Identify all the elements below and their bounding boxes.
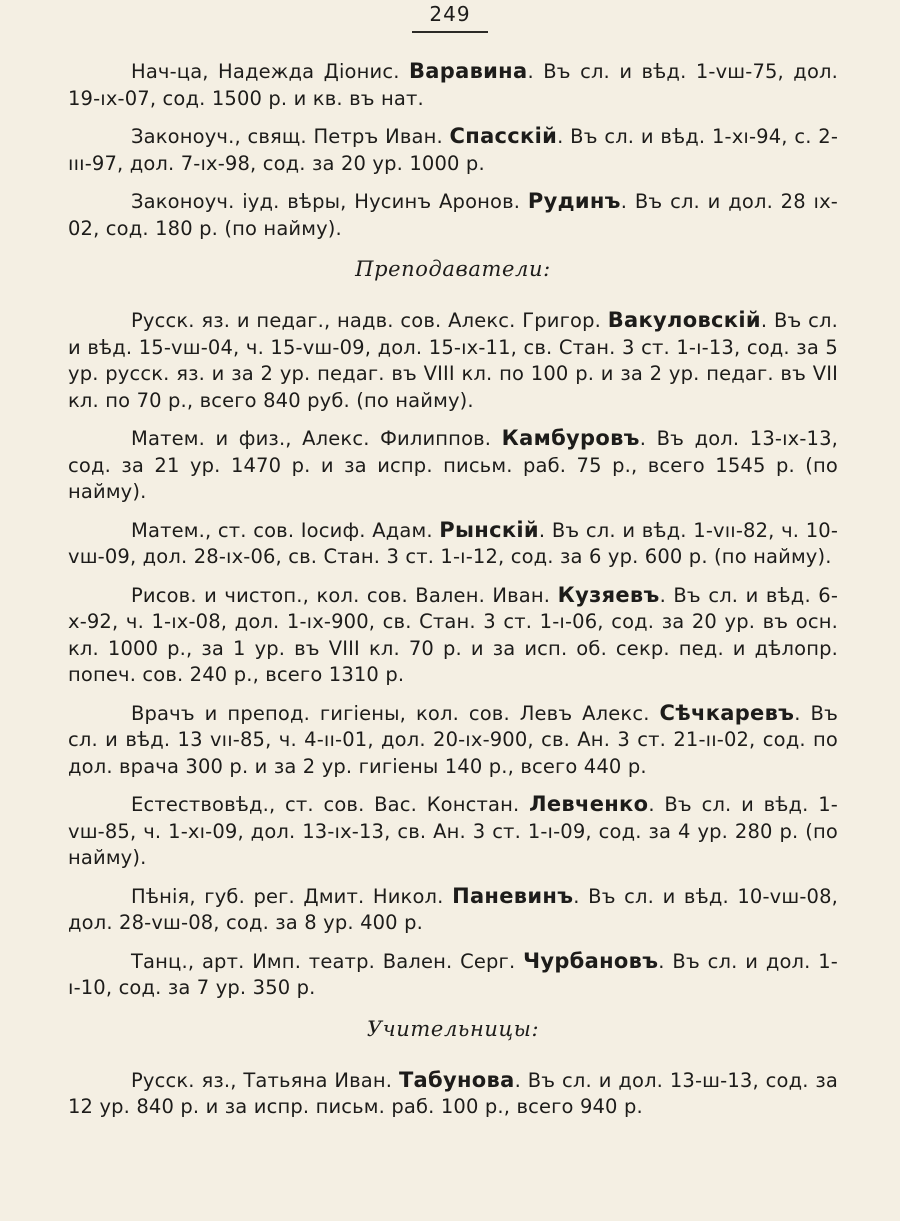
entry-details: . Въ сл. и вѣд. 1-xı-94, с. 2-ııı-97, дол. 7-ıx-98, сод. за 20 ур. 1000 р. [68, 125, 839, 175]
entry-surname: Чурбановъ [523, 948, 659, 973]
entry-surname: Левченко [529, 792, 649, 816]
entry-head-of-school [68, 58, 838, 112]
page-number: 249 [429, 2, 471, 26]
entry-text: Матем., ст. сов. Іосиф. Адам. [131, 518, 440, 542]
entry-text: Врачъ и препод. гигіены, кол. сов. Левъ Алекс. [131, 701, 660, 725]
entry-text: Законоуч., свящ. Петръ Иван. [131, 125, 450, 148]
entry-details: . Въ сл. и вѣд. 1-vш-75, дол. 19-ıx-07, сод. 1500 р. и кв. въ нат. [68, 60, 838, 110]
section-heading-teachers: Преподаватели: [355, 257, 551, 281]
entry-surname: Камбуровъ [501, 426, 640, 450]
entry-surname: Рынскій [439, 517, 539, 542]
entry-details: . Въ сл. и вѣд. 13 vıı-85, ч. 4-ıı-01, дол. 20-ıx-900, св. Ан. 3 ст. 21-ıı-02, сод. по дол. врача 300 р. и за 2 ур. гигіены 140 р., всего 440 р. [68, 701, 838, 778]
teacher-entry [68, 425, 838, 506]
page-body [68, 58, 838, 1132]
entry-jewish-law-teacher [68, 188, 838, 242]
entry-surname: Спасскій [449, 124, 558, 148]
teacher-entry [68, 307, 838, 414]
entry-surname: Кузяевъ [557, 582, 660, 607]
entry-details: . Въ сл. и вѣд. 1-vш-85, ч. 1-xı-09, дол. 13-ıx-13, св. Ан. 3 ст. 1-ı-09, сод. за 4 ур. 280 р. (по найму). [68, 793, 838, 869]
entry-text: Русск. яз., Татьяна Иван. [131, 1068, 399, 1092]
teacher-entry [68, 517, 838, 571]
section-heading-female-teachers: Учительницы: [366, 1016, 540, 1041]
entry-text: Законоуч. іуд. вѣры, Нусинъ Аронов. [131, 190, 528, 213]
entry-details: . Въ сл. и дол. 13-ш-13, сод. за 12 ур. 840 р. и за испр. письм. раб. 100 р., всего 940 р. [68, 1068, 838, 1118]
entry-surname: Сѣчкаревъ [659, 700, 795, 725]
entry-text: Матем. и физ., Алекс. Филиппов. [131, 427, 502, 450]
entry-law-teacher [68, 123, 838, 177]
entry-text: Естествовѣд., ст. сов. Вас. Констан. [131, 793, 530, 816]
entry-details: . Въ сл. и дол. 1-ı-10, сод. за 7 ур. 350 р. [68, 949, 838, 999]
entry-surname: Рудинъ [527, 189, 621, 213]
entry-text: Танц., арт. Имп. театр. Вален. Серг. [131, 949, 524, 973]
entry-surname: Варавина [408, 59, 528, 83]
entry-surname: Вакуловскій [607, 308, 761, 332]
entry-details: . Въ сл. и дол. 28 ıx-02, сод. 180 р. (по найму). [68, 190, 838, 240]
entry-text: Русск. яз. и педаг., надв. сов. Алекс. Григор. [131, 309, 608, 332]
entry-surname: Табунова [398, 1067, 515, 1092]
entry-details: . Въ сл. и вѣд. 6-x-92, ч. 1-ıx-08, дол. 1-ıx-900, св. Стан. 3 ст. 1-ı-06, сод. за 20 ур. въ осн. кл. 1000 р., за 1 ур. въ VIII кл. 70 р. и за исп. об. секр. пед. и дѣлопр. попеч. сов. 240 р., всего 1310 р. [68, 583, 839, 686]
entry-details: . Въ дол. 13-ıx-13, сод. за 21 ур. 1470 р. и за испр. письм. раб. 75 р., всего 1545 р. (по найму). [68, 427, 838, 503]
entry-details: . Въ сл. и вѣд. 1-vıı-82, ч. 10-vш-09, дол. 28-ıx-06, св. Стан. 3 ст. 1-ı-12, сод. за 6 ур. 600 р. (по найму). [68, 518, 839, 568]
teacher-entry [68, 582, 838, 689]
teacher-entry [68, 883, 838, 937]
entry-text: Пѣнія, губ. рег. Дмит. Никол. [131, 884, 453, 908]
entry-details: . Въ сл. и вѣд. 10-vш-08, дол. 28-vш-08, сод. за 8 ур. 400 р. [68, 884, 838, 934]
female-teacher-entry [68, 1067, 838, 1121]
header-rule [412, 31, 488, 33]
teacher-entry [68, 791, 838, 872]
entry-text: Рисов. и чистоп., кол. сов. Вален. Иван. [131, 583, 558, 607]
entry-details: . Въ сл. и вѣд. 15-vш-04, ч. 15-vш-09, дол. 15-ıx-11, св. Стан. 3 ст. 1-ı-13, сод. за 5 ур. русск. яз. и за 2 ур. педаг. въ VIII кл. по 100 р. и за 2 ур. педаг. въ VII кл. по 70 р., всего 840 руб. (по найму). [68, 309, 838, 412]
teacher-entry [68, 948, 838, 1002]
teacher-entry [68, 700, 838, 781]
entry-text: Нач-ца, Надежда Діонис. [131, 60, 409, 83]
entry-surname: Паневинъ [452, 883, 574, 908]
